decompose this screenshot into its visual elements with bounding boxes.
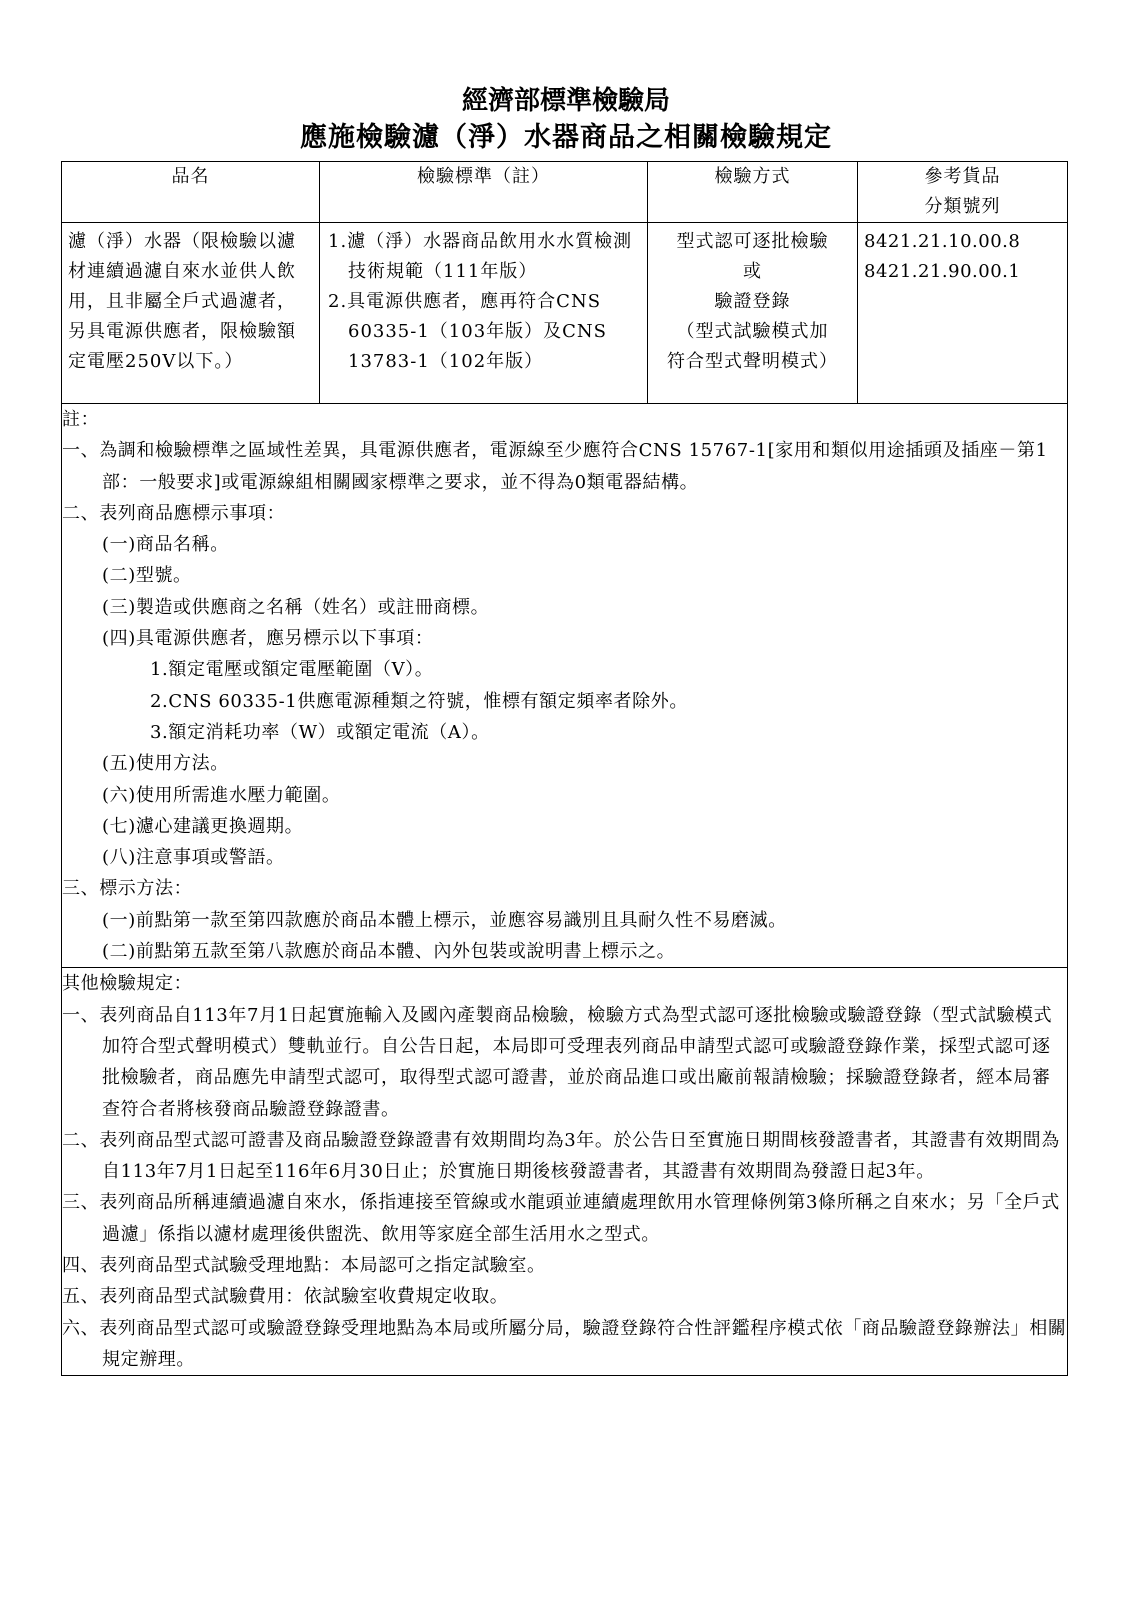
- other-rule-item: 六、表列商品型式認可或驗證登錄受理地點為本局或所屬分局，驗證登錄符合性評鑑程序模式依「商品驗證登錄辦法」相關規定辦理。: [62, 1317, 1067, 1370]
- other-rule-item: 四、表列商品型式試驗受理地點：本局認可之指定試驗室。: [62, 1255, 546, 1277]
- method-line: 型式認可逐批檢驗: [676, 231, 829, 252]
- standard-item: 1.濾（淨）水器商品飲用水水質檢測技術規範（111年版）: [328, 231, 633, 282]
- notes-cell: [62, 404, 1068, 968]
- note-subsubitem: 1.額定電壓或額定電壓範圍（V）。: [150, 659, 434, 681]
- product-name-cell: 濾（淨）水器（限檢驗以濾材連續過濾自來水並供人飲用，且非屬全戶式過濾者，另具電源供應者，限檢驗額定電壓250V以下。）: [62, 223, 320, 404]
- note-subitem: (七)濾心建議更換週期。: [102, 815, 304, 837]
- standards-cell: [320, 223, 648, 404]
- regulation-table: [61, 161, 1068, 1376]
- other-rule-item: 五、表列商品型式試驗費用：依試驗室收費規定收取。: [62, 1286, 509, 1308]
- table-header-row: [62, 162, 1068, 223]
- column-header-product-name: 品名: [62, 162, 320, 223]
- note-subitem: (六)使用所需進水壓力範圍。: [102, 784, 341, 806]
- note-item: 二、表列商品應標示事項：: [62, 502, 286, 524]
- agency-title: 經濟部標準檢驗局: [461, 86, 670, 116]
- method-line: 或: [743, 261, 762, 282]
- other-rules-row: [62, 968, 1068, 1376]
- standard-item: 2.具電源供應者，應再符合CNS 60335-1（103年版）及CNS 13783-1（102年版）: [328, 291, 608, 372]
- notes-row: [62, 404, 1068, 968]
- hs-code-cell: [858, 223, 1068, 404]
- note-subitem: (八)注意事項或警語。: [102, 847, 285, 869]
- column-header-method: 檢驗方式: [648, 162, 858, 223]
- notes-label: 註：: [62, 409, 100, 430]
- note-subitem: (一)商品名稱。: [102, 534, 229, 556]
- method-cell: [648, 223, 858, 404]
- other-rule-item: 二、表列商品型式認可證書及商品驗證登錄證書有效期間均為3年。於公告日至實施日期間核發證書者，其證書有效期間為自113年7月1日起至116年6月30日止；於實施日期後核發證書者，其證書有效期間為發證日起3年。: [62, 1129, 1060, 1183]
- other-rules-cell: [62, 968, 1068, 1376]
- other-rule-item: 三、表列商品所稱連續過濾自來水，係指連接至管線或水龍頭並連續處理飲用水管理條例第3條所稱之自來水；另「全戶式過濾」係指以濾材處理後供盥洗、飲用等家庭全部生活用水之型式。: [62, 1192, 1060, 1245]
- other-rules-label: 其他檢驗規定：: [62, 973, 193, 995]
- column-header-standard: 檢驗標準（註）: [320, 162, 648, 223]
- hs-code: 8421.21.90.00.1: [864, 261, 1021, 282]
- note-item: 一、為調和檢驗標準之區域性差異，具電源供應者，電源線至少應符合CNS 15767-1[家用和類似用途插頭及插座－第1部：一般要求]或電源線組相關國家標準之要求，並不得為0類電器結構。: [62, 440, 1048, 493]
- note-subsubitem: 2.CNS 60335-1供應電源種類之符號，惟標有額定頻率者除外。: [150, 690, 688, 712]
- method-line: 符合型式聲明模式）: [667, 351, 838, 372]
- method-line: （型式試驗模式加: [676, 321, 829, 342]
- hs-code: 8421.21.10.00.8: [864, 231, 1021, 252]
- other-rule-item: 一、表列商品自113年7月1日起實施輸入及國內產製商品檢驗，檢驗方式為型式認可逐批檢驗或驗證登錄（型式試驗模式加符合型式聲明模式）雙軌並行。自公告日起，本局即可受理表列商品申請型式認可或驗證登錄作業，採型式認可逐批檢驗者，商品應先申請型式認可，取得型式認可證書，並於商品進口或出廠前報請檢驗；採驗證登錄者，經本局審查符合者將核發商品驗證登錄證書。: [62, 1004, 1053, 1120]
- note-subsubitem: 3.額定消耗功率（W）或額定電流（A）。: [150, 721, 490, 743]
- note-subitem: (三)製造或供應商之名稱（姓名）或註冊商標。: [102, 596, 490, 618]
- note-subitem: (五)使用方法。: [102, 753, 229, 775]
- method-line: 驗證登錄: [714, 291, 791, 312]
- note-item: 三、標示方法：: [62, 878, 193, 900]
- note-subitem: (四)具電源供應者，應另標示以下事項：: [102, 628, 434, 650]
- column-header-hs-code: 參考貨品 分類號列: [858, 162, 1068, 223]
- document-title: 應施檢驗濾（淨）水器商品之相關檢驗規定: [300, 122, 832, 153]
- note-subitem: (二)前點第五款至第八款應於商品本體、內外包裝或說明書上標示之。: [102, 941, 676, 963]
- note-subitem: (二)型號。: [102, 565, 192, 587]
- table-row: [62, 223, 1068, 404]
- note-subitem: (一)前點第一款至第四款應於商品本體上標示，並應容易識別且具耐久性不易磨滅。: [102, 909, 787, 931]
